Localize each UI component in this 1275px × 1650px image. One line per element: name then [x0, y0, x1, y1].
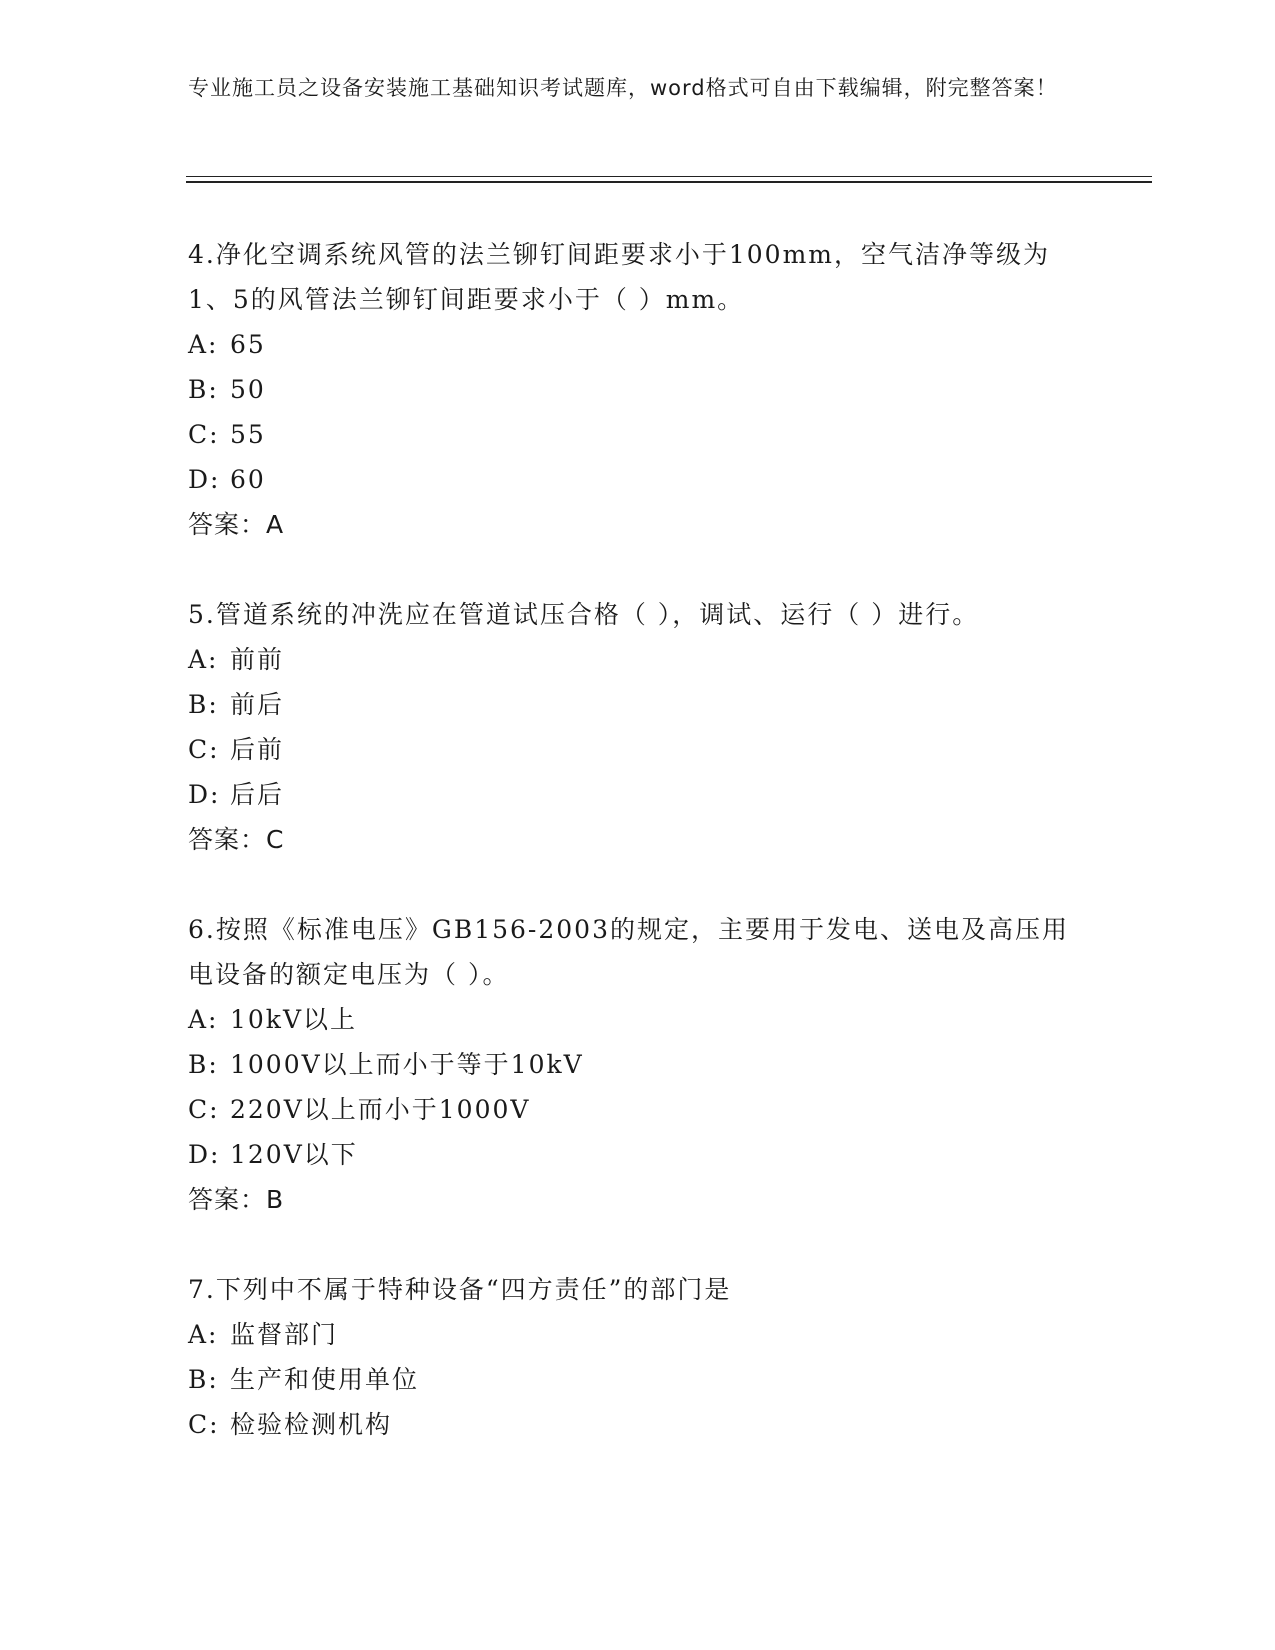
option-a [188, 1312, 1088, 1357]
question-list [188, 232, 1088, 1492]
option-c [188, 412, 1088, 457]
question-4 [188, 232, 1088, 547]
option-text: 10kV以上 [230, 1005, 358, 1034]
option-letter: D: [188, 780, 221, 809]
option-text: 1000V以上而小于等于10kV [230, 1050, 584, 1079]
option-letter: C: [188, 1095, 220, 1124]
question-5 [188, 592, 1088, 862]
question-text: 4.净化空调系统风管的法兰铆钉间距要求小于100mm，空气洁净等级为1、5的风管法兰铆钉间距要求小于（ ）mm。 [188, 240, 1050, 314]
option-c [188, 1087, 1088, 1132]
option-b [188, 367, 1088, 412]
option-letter: B: [188, 375, 219, 404]
option-text: 220V以上而小于1000V [230, 1095, 531, 1124]
option-text: 120V以下 [230, 1140, 358, 1169]
option-c [188, 1402, 1088, 1447]
option-text: 生产和使用单位 [230, 1365, 420, 1394]
option-text: 60 [230, 465, 266, 494]
option-text: 前后 [230, 690, 285, 719]
option-a [188, 637, 1088, 682]
option-text: 监督部门 [230, 1320, 339, 1349]
answer-line: 答案：B [188, 1185, 285, 1214]
option-text: 后后 [230, 780, 285, 809]
option-letter: A: [188, 1320, 219, 1349]
option-text: 50 [230, 375, 266, 404]
option-a [188, 997, 1088, 1042]
question-7 [188, 1267, 1088, 1447]
option-text: 后前 [230, 735, 285, 764]
question-text: 5.管道系统的冲洗应在管道试压合格（ ），调试、运行（ ）进行。 [188, 600, 980, 629]
question-text: 6.按照《标准电压》GB156-2003的规定，主要用于发电、送电及高压用电设备的额定电压为（ ）。 [188, 915, 1069, 989]
option-b [188, 1042, 1088, 1087]
option-b [188, 1357, 1088, 1402]
header-divider-thin [186, 176, 1152, 177]
option-b [188, 682, 1088, 727]
option-letter: A: [188, 645, 219, 674]
option-letter: B: [188, 1365, 219, 1394]
answer-line: 答案：C [188, 825, 285, 854]
option-letter: B: [188, 1050, 219, 1079]
option-d [188, 1132, 1088, 1177]
option-d [188, 457, 1088, 502]
option-letter: C: [188, 1410, 220, 1439]
option-letter: C: [188, 735, 220, 764]
option-text: 检验检测机构 [230, 1410, 393, 1439]
option-text: 55 [230, 420, 266, 449]
option-letter: C: [188, 420, 220, 449]
header-divider-thick [186, 181, 1152, 183]
question-6 [188, 907, 1088, 1222]
question-text: 7.下列中不属于特种设备“四方责任”的部门是 [188, 1275, 732, 1304]
option-text: 65 [230, 330, 266, 359]
option-letter: D: [188, 1140, 221, 1169]
document-header [188, 70, 1068, 106]
option-text: 前前 [230, 645, 285, 674]
option-letter: B: [188, 690, 219, 719]
option-letter: D: [188, 465, 221, 494]
option-d [188, 772, 1088, 817]
option-letter: A: [188, 330, 219, 359]
header-text: 专业施工员之设备安装施工基础知识考试题库，word格式可自由下载编辑，附完整答案！ [188, 76, 1058, 100]
option-c [188, 727, 1088, 772]
option-letter: A: [188, 1005, 219, 1034]
answer-line: 答案：A [188, 510, 285, 539]
option-a [188, 322, 1088, 367]
